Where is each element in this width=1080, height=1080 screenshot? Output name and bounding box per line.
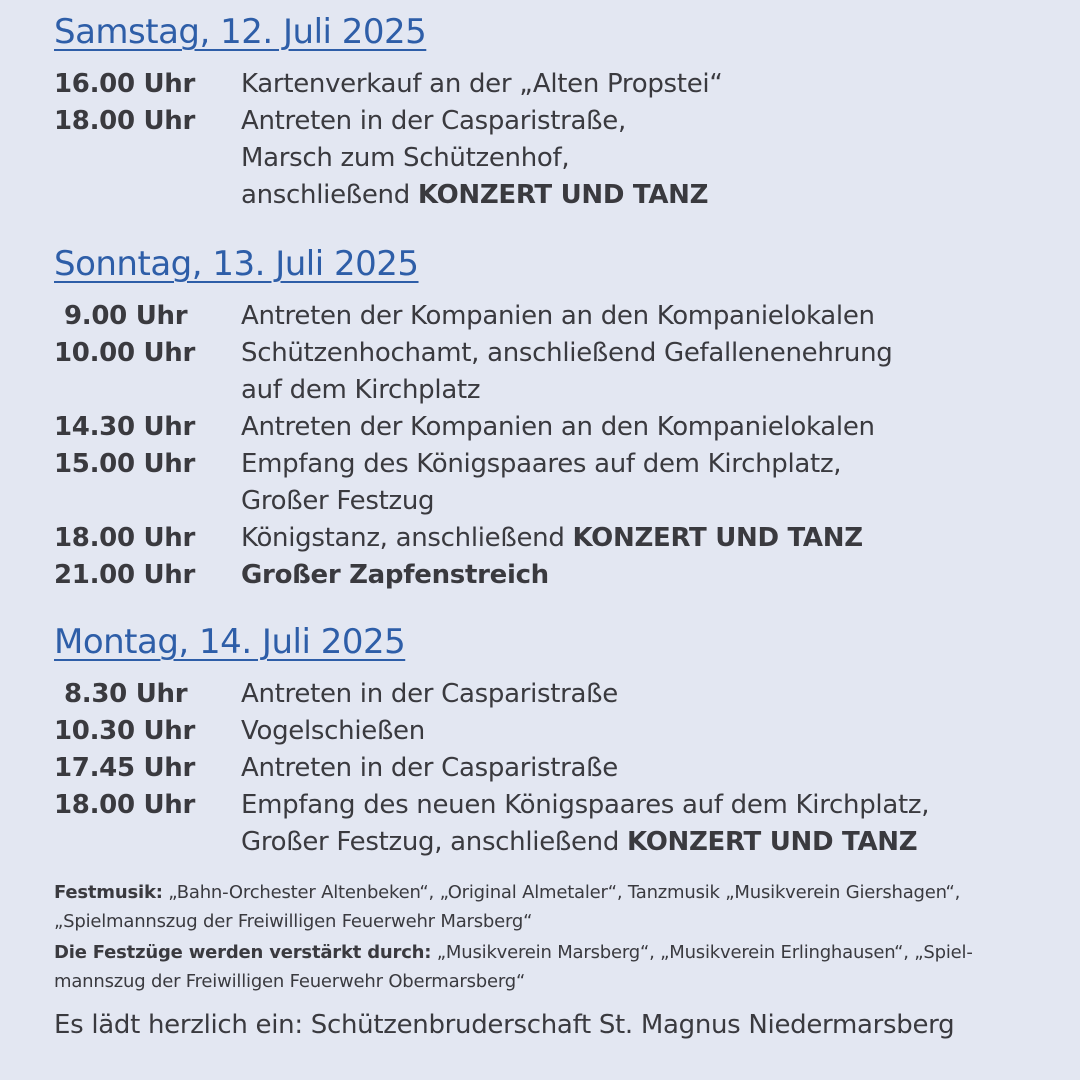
event-description-line [241, 140, 1044, 177]
event-description-line [241, 787, 1044, 824]
event-description-line [241, 557, 1044, 594]
event-text: auf dem Kirchplatz [241, 375, 481, 405]
event-row [54, 787, 1044, 861]
day-title-sunday: Sonntag, 13. Juli 2025 [54, 244, 419, 284]
event-description-line [241, 483, 1044, 520]
event-highlight-text: KONZERT UND TANZ [572, 523, 863, 553]
event-text: anschließend [241, 180, 418, 210]
event-description-line [241, 335, 1044, 372]
event-description [241, 66, 1044, 103]
event-text: Antreten in der Casparistraße, [241, 106, 626, 136]
invitation-line: Es lädt herzlich ein: Schützenbruderschaft St. Magnus Niedermarsberg [54, 1010, 955, 1040]
event-text: Königstanz, anschließend [241, 523, 573, 553]
event-time: 10.00 Uhr [54, 338, 196, 368]
event-description-line [241, 520, 1044, 557]
note-festmusik-text-1: „Bahn-Orchester Altenbeken“, „Original Almetaler“, Tanzmusik „Musikverein Giershagen“, [162, 882, 961, 903]
event-description-line [241, 372, 1044, 409]
event-description [241, 335, 1044, 409]
event-text: Antreten in der Casparistraße [241, 679, 618, 709]
day-title-saturday: Samstag, 12. Juli 2025 [54, 12, 427, 52]
event-text: Vogelschießen [241, 716, 425, 746]
note-verstaerkt-text-1: „Musikverein Marsberg“, „Musikverein Erlinghausen“, „Spiel- [431, 942, 973, 963]
notes [54, 878, 1039, 998]
event-row [54, 335, 1044, 409]
event-row [54, 66, 1044, 103]
event-text: Schützenhochamt, anschließend Gefallenenehrung [241, 338, 893, 368]
note-verstaerkt-text-2: mannszug der Freiwilligen Feuerwehr Obermarsberg“ [54, 971, 526, 992]
event-time: 8.30 Uhr [64, 679, 188, 709]
event-time: 15.00 Uhr [54, 449, 196, 479]
event-text: Empfang des Königspaares auf dem Kirchplatz, [241, 449, 842, 479]
event-description [241, 103, 1044, 214]
event-description [241, 298, 1044, 335]
note-verstaerkt [54, 938, 1039, 996]
event-description-line [241, 713, 1044, 750]
event-description-line [241, 103, 1044, 140]
event-time: 17.45 Uhr [54, 753, 196, 783]
event-highlight-text: KONZERT UND TANZ [627, 827, 918, 857]
event-description [241, 750, 1044, 787]
event-text: Antreten der Kompanien an den Kompanielokalen [241, 301, 875, 331]
events-sunday [54, 298, 1044, 594]
event-row [54, 446, 1044, 520]
day-title-monday: Montag, 14. Juli 2025 [54, 622, 406, 662]
event-row [54, 676, 1044, 713]
event-row [54, 557, 1044, 594]
note-festmusik-line-1 [54, 878, 1039, 907]
events-monday [54, 676, 1044, 861]
event-time: 21.00 Uhr [54, 560, 196, 590]
event-description [241, 713, 1044, 750]
event-description-line [241, 676, 1044, 713]
event-highlight-text: KONZERT UND TANZ [417, 180, 709, 210]
note-festmusik-text-2: „Spielmannszug der Freiwilligen Feuerwehr Marsberg“ [54, 911, 533, 932]
event-description-line [241, 446, 1044, 483]
event-row [54, 103, 1044, 214]
note-festmusik-label: Festmusik: [54, 882, 163, 903]
event-description-line [241, 298, 1044, 335]
event-description [241, 676, 1044, 713]
event-highlight-text: Großer Zapfenstreich [241, 560, 549, 590]
event-time: 14.30 Uhr [54, 412, 196, 442]
event-row [54, 520, 1044, 557]
note-verstaerkt-line-1 [54, 938, 1039, 967]
event-description-line [241, 66, 1044, 103]
event-text: Antreten der Kompanien an den Kompanielokalen [241, 412, 875, 442]
event-description [241, 557, 1044, 594]
note-verstaerkt-label: Die Festzüge werden verstärkt durch: [54, 942, 432, 963]
event-row [54, 750, 1044, 787]
event-text: Marsch zum Schützenhof, [241, 143, 570, 173]
event-description-line [241, 824, 1044, 861]
event-description [241, 520, 1044, 557]
event-row [54, 298, 1044, 335]
event-text: Antreten in der Casparistraße [241, 753, 618, 783]
event-description [241, 446, 1044, 520]
event-time: 10.30 Uhr [54, 716, 196, 746]
event-time: 18.00 Uhr [54, 523, 196, 553]
event-description-line [241, 409, 1044, 446]
event-description-line [241, 177, 1044, 214]
note-festmusik [54, 878, 1039, 936]
event-description [241, 787, 1044, 861]
event-text: Empfang des neuen Königspaares auf dem Kirchplatz, [241, 790, 930, 820]
event-description [241, 409, 1044, 446]
event-row [54, 409, 1044, 446]
event-time: 9.00 Uhr [64, 301, 188, 331]
event-text: Großer Festzug, anschließend [241, 827, 628, 857]
event-row [54, 713, 1044, 750]
event-description-line [241, 750, 1044, 787]
events-saturday [54, 66, 1044, 214]
event-time: 16.00 Uhr [54, 69, 196, 99]
event-time: 18.00 Uhr [54, 790, 196, 820]
event-text: Kartenverkauf an der „Alten Propstei“ [241, 69, 723, 99]
event-text: Großer Festzug [241, 486, 435, 516]
event-time: 18.00 Uhr [54, 106, 196, 136]
